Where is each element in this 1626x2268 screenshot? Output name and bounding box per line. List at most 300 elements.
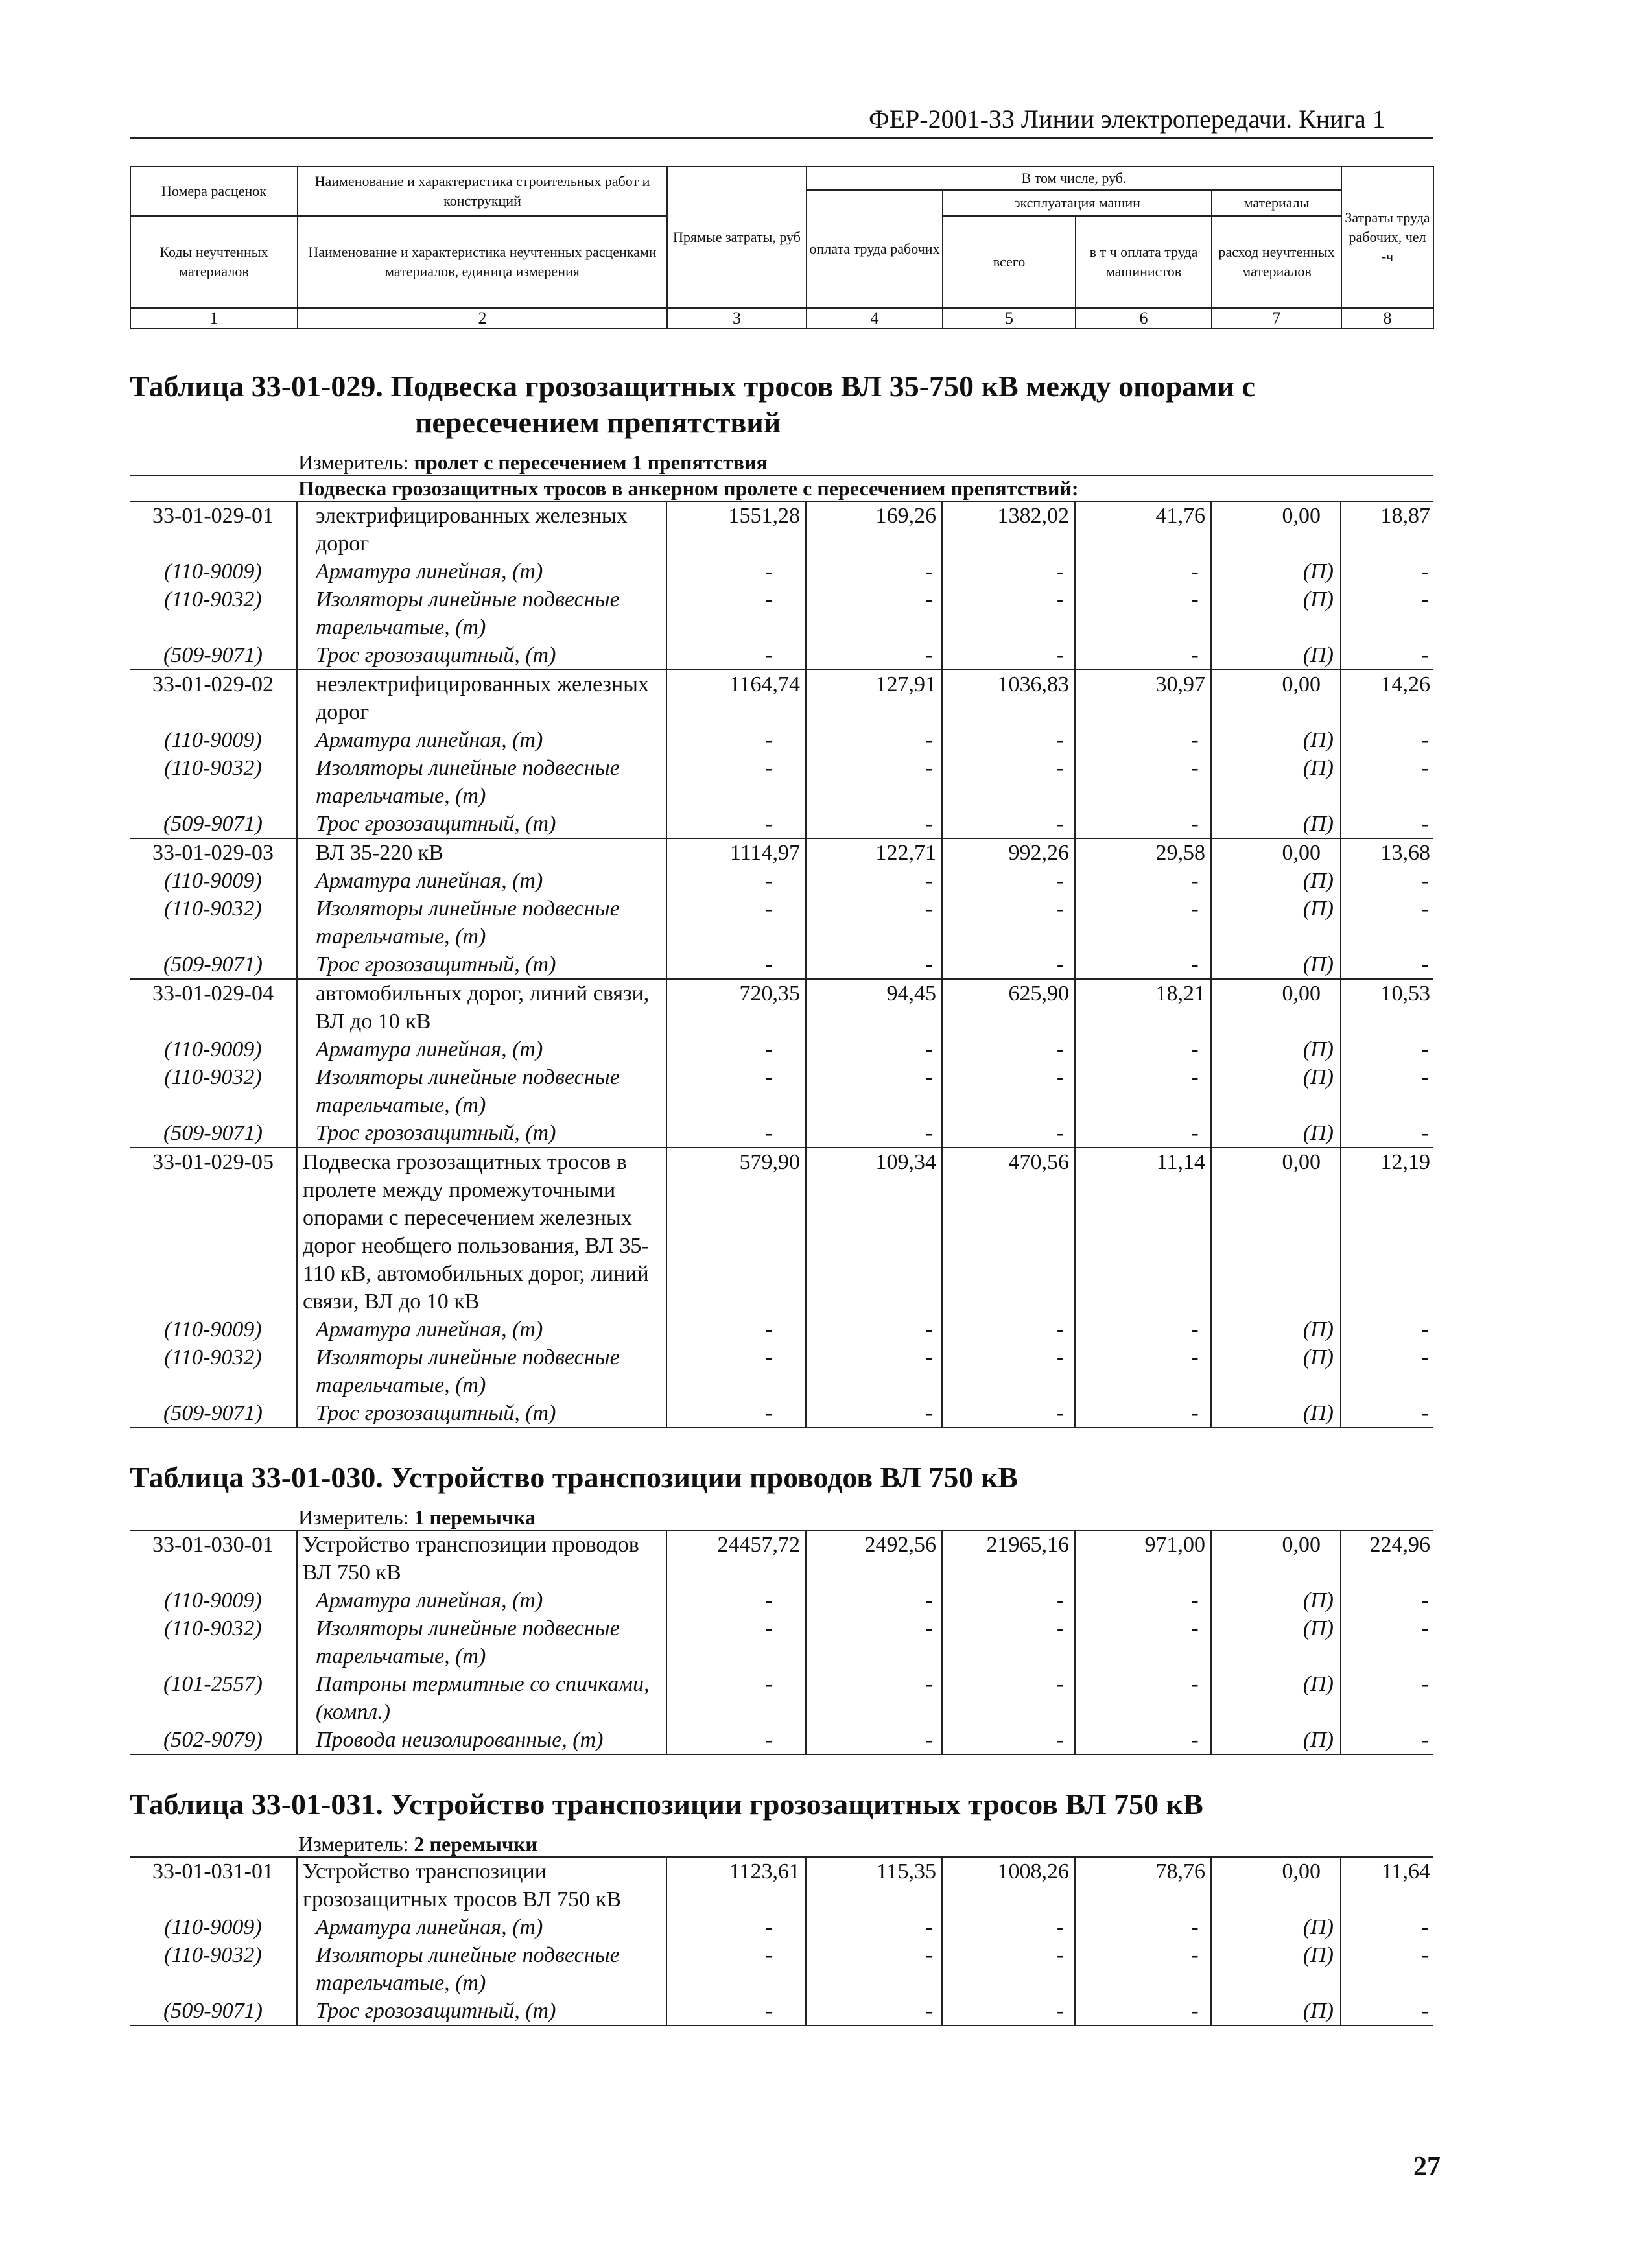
- resource-name: Изоляторы линейные подвесные тарельчатые, (т): [297, 1343, 666, 1399]
- measurement-unit: [130, 1832, 1433, 1857]
- labor-hours: 224,96: [1341, 1530, 1433, 1587]
- labor-wages: 122,71: [806, 838, 942, 867]
- dash-mark: -: [942, 1997, 1075, 2026]
- table-title: [130, 1428, 1433, 1505]
- resource-name: Изоляторы линейные подвесные тарельчатые, (т): [297, 895, 666, 951]
- resource-code: (509-9071): [130, 1997, 297, 2026]
- col1-bottom-header: Коды неучтенных материалов: [130, 216, 298, 308]
- resource-row: [130, 867, 1433, 895]
- resource-row: [130, 1913, 1433, 1941]
- machines-total: 625,90: [942, 979, 1075, 1035]
- dash-mark: -: [1075, 754, 1211, 810]
- resource-row: [130, 1726, 1433, 1754]
- resource-code: (110-9009): [130, 1587, 297, 1614]
- dash-mark: -: [806, 1587, 942, 1614]
- dash-mark: -: [1421, 869, 1430, 893]
- table-title: [130, 1754, 1433, 1832]
- rate-code: 33-01-030-01: [130, 1530, 297, 1587]
- dash-mark: -: [666, 1941, 806, 1997]
- materials-cost: 0,00: [1211, 1857, 1341, 1913]
- dash-mark: -: [666, 895, 806, 951]
- resource-row: [130, 726, 1433, 754]
- resource-row: [130, 641, 1433, 670]
- meter-value: 2 перемычки: [414, 1832, 537, 1856]
- dash-mark: -: [942, 1399, 1075, 1428]
- materials-cost: 0,00: [1211, 1148, 1341, 1316]
- rate-name: электрифицированных железных дорог: [297, 501, 666, 558]
- dash-mark: -: [806, 895, 942, 951]
- p-mark: (П): [1211, 726, 1341, 754]
- resource-name: Трос грозозащитный, (т): [297, 1997, 666, 2026]
- direct-costs: 720,35: [666, 979, 806, 1035]
- resource-row: [130, 951, 1433, 979]
- table-title-line: Таблица 33-01-031. Устройство транспозиции грозозащитных тросов ВЛ 750 кВ: [130, 1788, 1203, 1821]
- dash-mark: -: [1421, 1037, 1430, 1061]
- table-title: [130, 337, 1433, 450]
- p-mark: (П): [1211, 1997, 1341, 2026]
- dash-mark: -: [806, 1997, 942, 2026]
- page-number: 27: [1413, 2152, 1441, 2182]
- labor-hours: 10,53: [1341, 979, 1433, 1035]
- dash-mark: -: [942, 951, 1075, 979]
- dash-mark: -: [666, 1913, 806, 1941]
- col-number: 4: [807, 308, 943, 329]
- resource-row: [130, 754, 1433, 810]
- resource-code: (509-9071): [130, 641, 297, 670]
- materials-header: материалы: [1212, 190, 1341, 216]
- dash-mark: -: [666, 726, 806, 754]
- dash-mark: -: [942, 1941, 1075, 1997]
- dash-mark: -: [806, 1119, 942, 1148]
- dash-mark: -: [666, 1614, 806, 1670]
- resource-row: [130, 1670, 1433, 1726]
- dash-mark: -: [1421, 1915, 1430, 1939]
- dash-mark: -: [942, 1119, 1075, 1148]
- dash-mark: -: [1075, 558, 1211, 585]
- dash-mark: -: [1421, 756, 1430, 780]
- dash-mark: -: [1421, 897, 1430, 921]
- machines-total: 1036,83: [942, 670, 1075, 726]
- meter-label: Измеритель:: [298, 451, 409, 474]
- dash-mark: -: [1075, 1035, 1211, 1063]
- labor-wages: 109,34: [806, 1148, 942, 1316]
- resource-name: Изоляторы линейные подвесные тарельчатые, (т): [297, 1941, 666, 1997]
- dash-mark: -: [1075, 810, 1211, 838]
- rate-name: ВЛ 35-220 кВ: [297, 838, 666, 867]
- running-header: ФЕР-2001-33 Линии электропередачи. Книга 1: [869, 104, 1385, 134]
- resource-code: (110-9032): [130, 1063, 297, 1119]
- rate-row: [130, 979, 1433, 1035]
- materials-cost: 0,00: [1211, 1530, 1341, 1587]
- resource-name: Трос грозозащитный, (т): [297, 641, 666, 670]
- p-mark: (П): [1211, 867, 1341, 895]
- resource-name: Трос грозозащитный, (т): [297, 810, 666, 838]
- dash-mark: -: [666, 810, 806, 838]
- resource-code: (110-9032): [130, 585, 297, 641]
- dash-mark: -: [1341, 1997, 1433, 2026]
- resource-name: Арматура линейная, (т): [297, 1035, 666, 1063]
- p-mark: (П): [1211, 585, 1341, 641]
- resource-row: [130, 1941, 1433, 1997]
- resource-row: [130, 1035, 1433, 1063]
- resource-name: Изоляторы линейные подвесные тарельчатые, (т): [297, 1063, 666, 1119]
- resource-row: [130, 895, 1433, 951]
- resource-code: (101-2557): [130, 1670, 297, 1726]
- resource-row: [130, 1997, 1433, 2026]
- dash-mark: -: [1341, 1726, 1433, 1754]
- dash-mark: -: [1075, 951, 1211, 979]
- measurement-unit: [130, 1505, 1433, 1530]
- dash-mark: -: [942, 1670, 1075, 1726]
- resource-code: (110-9009): [130, 1316, 297, 1343]
- resource-name: Изоляторы линейные подвесные тарельчатые, (т): [297, 585, 666, 641]
- dash-mark: -: [1341, 810, 1433, 838]
- dash-mark: -: [666, 1587, 806, 1614]
- resource-row: [130, 1343, 1433, 1399]
- dash-mark: -: [1421, 1345, 1430, 1369]
- resource-name: Арматура линейная, (т): [297, 1587, 666, 1614]
- group-header: В том числе, руб.: [807, 167, 1341, 190]
- dash-mark: -: [1075, 1670, 1211, 1726]
- table-title-line: Таблица 33-01-030. Устройство транспозиции проводов ВЛ 750 кВ: [130, 1461, 1019, 1494]
- p-mark: (П): [1211, 754, 1341, 810]
- dash-mark: -: [1075, 726, 1211, 754]
- rate-code: 33-01-029-01: [130, 501, 297, 558]
- dash-mark: -: [666, 1119, 806, 1148]
- resource-name: Арматура линейная, (т): [297, 1913, 666, 1941]
- dash-mark: -: [1341, 1399, 1433, 1428]
- p-mark: (П): [1211, 1316, 1341, 1343]
- dash-mark: -: [1075, 895, 1211, 951]
- price-table: [130, 337, 1433, 2026]
- resource-row: [130, 1614, 1433, 1670]
- dash-mark: -: [806, 810, 942, 838]
- meter-label: Измеритель:: [298, 1832, 409, 1856]
- column-header-table: [130, 166, 1434, 329]
- resource-name: Арматура линейная, (т): [297, 558, 666, 585]
- resource-code: (110-9032): [130, 1614, 297, 1670]
- dash-mark: -: [1075, 1399, 1211, 1428]
- resource-code: (509-9071): [130, 1399, 297, 1428]
- p-mark: (П): [1211, 1343, 1341, 1399]
- dash-mark: -: [1421, 1616, 1430, 1640]
- meter-label: Измеритель:: [298, 1506, 409, 1529]
- resource-row: [130, 810, 1433, 838]
- dash-mark: -: [806, 1399, 942, 1428]
- col3-header: Прямые затраты, руб: [667, 167, 807, 308]
- machinist-wages: 29,58: [1075, 838, 1211, 867]
- col2-top-header: Наименование и характеристика строительных работ и конструкций: [298, 167, 667, 216]
- resource-name: Изоляторы линейные подвесные тарельчатые, (т): [297, 1614, 666, 1670]
- dash-mark: -: [806, 1316, 942, 1343]
- machinist-wages: 41,76: [1075, 501, 1211, 558]
- labor-wages: 94,45: [806, 979, 942, 1035]
- dash-mark: -: [942, 1726, 1075, 1754]
- p-mark: (П): [1211, 810, 1341, 838]
- dash-mark: -: [1421, 1589, 1430, 1612]
- col-number: 6: [1076, 308, 1212, 329]
- rate-name: неэлектрифицированных железных дорог: [297, 670, 666, 726]
- dash-mark: -: [806, 726, 942, 754]
- machines-total: 1008,26: [942, 1857, 1075, 1913]
- dash-mark: -: [666, 1997, 806, 2026]
- dash-mark: -: [806, 1614, 942, 1670]
- p-mark: (П): [1211, 1726, 1341, 1754]
- resource-code: (110-9009): [130, 1913, 297, 1941]
- machines-total: 470,56: [942, 1148, 1075, 1316]
- col-number: 1: [130, 308, 298, 329]
- labor-hours: 14,26: [1341, 670, 1433, 726]
- dash-mark: -: [666, 1726, 806, 1754]
- measurement-unit: [130, 450, 1433, 475]
- dash-mark: -: [666, 1670, 806, 1726]
- resource-code: (502-9079): [130, 1726, 297, 1754]
- col5-header: всего: [943, 216, 1076, 308]
- p-mark: (П): [1211, 1399, 1341, 1428]
- dash-mark: -: [942, 867, 1075, 895]
- col6-header: в т ч оплата труда машинистов: [1076, 216, 1212, 308]
- dash-mark: -: [942, 1035, 1075, 1063]
- materials-cost: 0,00: [1211, 501, 1341, 558]
- dash-mark: -: [1075, 1941, 1211, 1997]
- dash-mark: -: [1075, 1997, 1211, 2026]
- resource-row: [130, 585, 1433, 641]
- dash-mark: -: [666, 1035, 806, 1063]
- labor-wages: 2492,56: [806, 1530, 942, 1587]
- dash-mark: -: [806, 1913, 942, 1941]
- p-mark: (П): [1211, 1614, 1341, 1670]
- dash-mark: -: [942, 726, 1075, 754]
- p-mark: (П): [1211, 1941, 1341, 1997]
- dash-mark: -: [666, 951, 806, 979]
- machinist-wages: 11,14: [1075, 1148, 1211, 1316]
- col-number: 3: [667, 308, 807, 329]
- resource-name: Трос грозозащитный, (т): [297, 1119, 666, 1148]
- labor-wages: 127,91: [806, 670, 942, 726]
- dash-mark: -: [806, 1670, 942, 1726]
- rate-code: 33-01-029-02: [130, 670, 297, 726]
- col-number: 5: [943, 308, 1076, 329]
- dash-mark: -: [942, 1913, 1075, 1941]
- labor-hours: 13,68: [1341, 838, 1433, 867]
- dash-mark: -: [806, 951, 942, 979]
- rate-name: Устройство транспозиции грозозащитных тросов ВЛ 750 кВ: [297, 1857, 666, 1913]
- table-title-line: пересечением препятствий: [415, 406, 781, 439]
- materials-cost: 0,00: [1211, 670, 1341, 726]
- group-subheading: Подвеска грозозащитных тросов в анкерном пролете с пересечением препятствий:: [130, 475, 1433, 501]
- dash-mark: -: [806, 641, 942, 670]
- dash-mark: -: [806, 1343, 942, 1399]
- dash-mark: -: [666, 867, 806, 895]
- table-title-line: Таблица 33-01-029. Подвеска грозозащитных тросов ВЛ 35-750 кВ между опорами с: [130, 370, 1255, 403]
- col-number: 7: [1212, 308, 1341, 329]
- col2-bottom-header: Наименование и характеристика неучтенных расценками материалов, единица измерения: [298, 216, 667, 308]
- resource-row: [130, 558, 1433, 585]
- dash-mark: -: [666, 641, 806, 670]
- dash-mark: -: [1075, 1063, 1211, 1119]
- dash-mark: -: [1075, 1587, 1211, 1614]
- col8-header: Затраты труда рабочих, чел -ч: [1341, 167, 1433, 308]
- p-mark: (П): [1211, 1587, 1341, 1614]
- machines-total: 1382,02: [942, 501, 1075, 558]
- direct-costs: 1551,28: [666, 501, 806, 558]
- dash-mark: -: [666, 1063, 806, 1119]
- header-rule: [130, 137, 1433, 139]
- resource-name: Провода неизолированные, (т): [297, 1726, 666, 1754]
- resource-name: Трос грозозащитный, (т): [297, 951, 666, 979]
- p-mark: (П): [1211, 1913, 1341, 1941]
- p-mark: (П): [1211, 641, 1341, 670]
- dash-mark: -: [942, 810, 1075, 838]
- col1-top-header: Номера расценок: [130, 167, 298, 216]
- resource-row: [130, 1587, 1433, 1614]
- dash-mark: -: [1421, 1065, 1430, 1089]
- resource-row: [130, 1063, 1433, 1119]
- rate-code: 33-01-029-04: [130, 979, 297, 1035]
- dash-mark: -: [1421, 1317, 1430, 1341]
- dash-mark: -: [1075, 1316, 1211, 1343]
- rate-name: Подвеска грозозащитных тросов в пролете между промежуточными опорами с пересечением железных дорог необщего пользования, ВЛ 35-110 кВ, автомобильных дорог, линий связи, ВЛ до 10 кВ: [297, 1148, 666, 1316]
- dash-mark: -: [1075, 1119, 1211, 1148]
- dash-mark: -: [1075, 1614, 1211, 1670]
- dash-mark: -: [666, 1399, 806, 1428]
- dash-mark: -: [806, 558, 942, 585]
- dash-mark: -: [806, 867, 942, 895]
- rate-row: [130, 501, 1433, 558]
- resource-name: Патроны термитные со спичками, (компл.): [297, 1670, 666, 1726]
- resource-code: (110-9009): [130, 1035, 297, 1063]
- machinist-wages: 30,97: [1075, 670, 1211, 726]
- rate-name: Устройство транспозиции проводов ВЛ 750 кВ: [297, 1530, 666, 1587]
- p-mark: (П): [1211, 951, 1341, 979]
- labor-hours: 12,19: [1341, 1148, 1433, 1316]
- rate-code: 33-01-029-03: [130, 838, 297, 867]
- dash-mark: -: [666, 585, 806, 641]
- dash-mark: -: [1075, 641, 1211, 670]
- resource-code: (110-9032): [130, 1941, 297, 1997]
- dash-mark: -: [942, 1614, 1075, 1670]
- dash-mark: -: [1075, 1726, 1211, 1754]
- rate-code: 33-01-031-01: [130, 1857, 297, 1913]
- dash-mark: -: [666, 558, 806, 585]
- resource-code: (110-9032): [130, 754, 297, 810]
- dash-mark: -: [942, 895, 1075, 951]
- dash-mark: -: [942, 1063, 1075, 1119]
- rate-row: [130, 1857, 1433, 1913]
- meter-value: 1 перемычка: [414, 1506, 536, 1529]
- rate-row: [130, 670, 1433, 726]
- col-number: 8: [1341, 308, 1433, 329]
- direct-costs: 24457,72: [666, 1530, 806, 1587]
- dash-mark: -: [806, 1726, 942, 1754]
- machinist-wages: 18,21: [1075, 979, 1211, 1035]
- resource-name: Арматура линейная, (т): [297, 1316, 666, 1343]
- p-mark: (П): [1211, 1035, 1341, 1063]
- p-mark: (П): [1211, 895, 1341, 951]
- resource-code: (110-9032): [130, 1343, 297, 1399]
- meter-value: пролет с пересечением 1 препятствия: [414, 451, 768, 474]
- dash-mark: -: [1421, 728, 1430, 752]
- resource-name: Трос грозозащитный, (т): [297, 1399, 666, 1428]
- rate-code: 33-01-029-05: [130, 1148, 297, 1316]
- rate-row: [130, 838, 1433, 867]
- direct-costs: 1114,97: [666, 838, 806, 867]
- col-number: 2: [298, 308, 667, 329]
- resource-code: (509-9071): [130, 951, 297, 979]
- dash-mark: -: [1075, 585, 1211, 641]
- rate-name: автомобильных дорог, линий связи, ВЛ до 10 кВ: [297, 979, 666, 1035]
- machines-total: 992,26: [942, 838, 1075, 867]
- direct-costs: 1123,61: [666, 1857, 806, 1913]
- col4-header: оплата труда рабочих: [807, 190, 943, 308]
- col7-header: расход неучтенных материалов: [1212, 216, 1341, 308]
- resource-code: (509-9071): [130, 1119, 297, 1148]
- dash-mark: -: [1421, 587, 1430, 611]
- dash-mark: -: [1075, 867, 1211, 895]
- resource-code: (110-9009): [130, 558, 297, 585]
- resource-name: Изоляторы линейные подвесные тарельчатые, (т): [297, 754, 666, 810]
- dash-mark: -: [942, 641, 1075, 670]
- direct-costs: 1164,74: [666, 670, 806, 726]
- machines-total: 21965,16: [942, 1530, 1075, 1587]
- direct-costs: 579,90: [666, 1148, 806, 1316]
- dash-mark: -: [1421, 1672, 1430, 1696]
- p-mark: (П): [1211, 1119, 1341, 1148]
- resource-row: [130, 1399, 1433, 1428]
- resource-row: [130, 1119, 1433, 1148]
- labor-wages: 115,35: [806, 1857, 942, 1913]
- dash-mark: -: [806, 1063, 942, 1119]
- dash-mark: -: [1421, 560, 1430, 584]
- machinist-wages: 971,00: [1075, 1530, 1211, 1587]
- dash-mark: -: [1075, 1913, 1211, 1941]
- dash-mark: -: [942, 754, 1075, 810]
- labor-wages: 169,26: [806, 501, 942, 558]
- dash-mark: -: [1341, 1119, 1433, 1148]
- materials-cost: 0,00: [1211, 979, 1341, 1035]
- resource-code: (110-9009): [130, 726, 297, 754]
- p-mark: (П): [1211, 1670, 1341, 1726]
- machinist-wages: 78,76: [1075, 1857, 1211, 1913]
- materials-cost: 0,00: [1211, 838, 1341, 867]
- dash-mark: -: [1075, 1343, 1211, 1399]
- labor-hours: 11,64: [1341, 1857, 1433, 1913]
- resource-code: (110-9032): [130, 895, 297, 951]
- dash-mark: -: [666, 1316, 806, 1343]
- dash-mark: -: [666, 1343, 806, 1399]
- dash-mark: -: [806, 585, 942, 641]
- dash-mark: -: [806, 1941, 942, 1997]
- rate-row: [130, 1148, 1433, 1316]
- labor-hours: 18,87: [1341, 501, 1433, 558]
- dash-mark: -: [806, 754, 942, 810]
- resource-code: (509-9071): [130, 810, 297, 838]
- machines-header: эксплуатация машин: [943, 190, 1212, 216]
- dash-mark: -: [942, 1343, 1075, 1399]
- resource-code: (110-9009): [130, 867, 297, 895]
- dash-mark: -: [942, 558, 1075, 585]
- dash-mark: -: [942, 1587, 1075, 1614]
- resource-name: Арматура линейная, (т): [297, 726, 666, 754]
- dash-mark: -: [1341, 951, 1433, 979]
- dash-mark: -: [806, 1035, 942, 1063]
- dash-mark: -: [666, 754, 806, 810]
- p-mark: (П): [1211, 1063, 1341, 1119]
- dash-mark: -: [1341, 641, 1433, 670]
- resource-name: Арматура линейная, (т): [297, 867, 666, 895]
- rate-row: [130, 1530, 1433, 1587]
- dash-mark: -: [942, 1316, 1075, 1343]
